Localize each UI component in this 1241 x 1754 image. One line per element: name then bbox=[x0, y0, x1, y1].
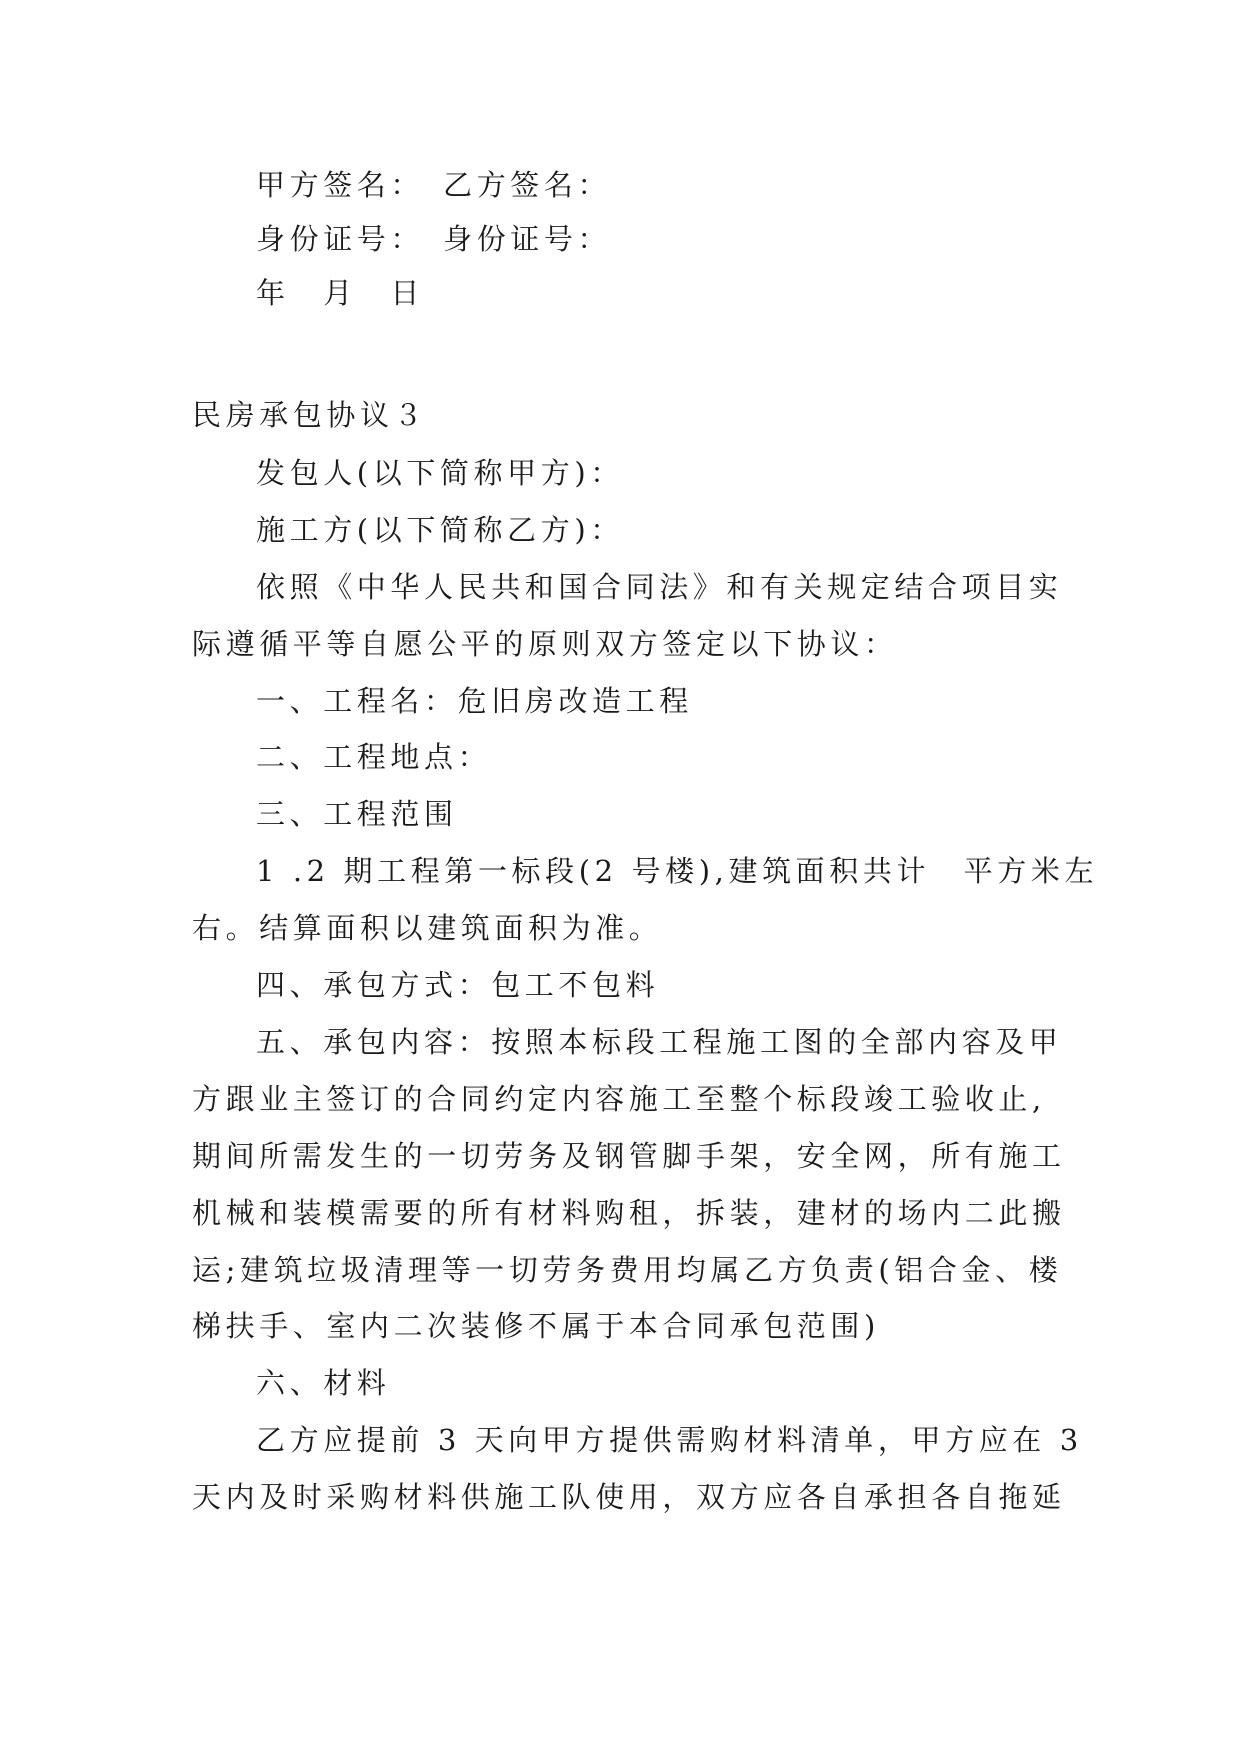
signature-line: 甲方签名： 乙方签名： bbox=[256, 168, 612, 202]
party-b-line: 施工方(以下简称乙方)： bbox=[256, 513, 624, 547]
paragraph-line: 天内及时采购材料供施工队使用，双方应各自承担各自拖延 bbox=[192, 1480, 1066, 1514]
clause-heading: 一、工程名：危旧房改造工程 bbox=[256, 684, 693, 718]
paragraph-line: 机械和装模需要的所有材料购租，拆装，建材的场内二此搬 bbox=[192, 1196, 1066, 1230]
paragraph-line: 期间所需发生的一切劳务及钢管脚手架，安全网，所有施工 bbox=[192, 1139, 1066, 1173]
paragraph-line: 运;建筑垃圾清理等一切劳务费用均属乙方负责(铝合金、楼 bbox=[192, 1253, 1063, 1287]
paragraph-line: 梯扶手、室内二次装修不属于本合同承包范围) bbox=[192, 1309, 880, 1343]
paragraph-line: 乙方应提前 3 天向甲方提供需购材料清单，甲方应在 3 bbox=[256, 1423, 1083, 1457]
paragraph-line: 依照《中华人民共和国合同法》和有关规定结合项目实 bbox=[256, 570, 1063, 604]
clause-heading: 四、承包方式：包工不包料 bbox=[256, 968, 660, 1002]
date-line: 年 月 日 bbox=[256, 276, 425, 310]
clause-heading: 二、工程地点： bbox=[256, 740, 492, 774]
clause-heading: 三、工程范围 bbox=[256, 797, 458, 831]
paragraph-line: 五、承包内容：按照本标段工程施工图的全部内容及甲 bbox=[256, 1025, 1063, 1059]
clause-heading: 六、材料 bbox=[256, 1366, 391, 1400]
id-number-line: 身份证号： 身份证号： bbox=[256, 222, 612, 256]
section-title: 民房承包协议３ bbox=[192, 398, 428, 432]
party-a-line: 发包人(以下简称甲方)： bbox=[256, 456, 624, 490]
paragraph-line: 方跟业主签订的合同约定内容施工至整个标段竣工验收止, bbox=[192, 1082, 1046, 1116]
paragraph-line: 际遵循平等自愿公平的原则双方签定以下协议： bbox=[192, 627, 898, 661]
paragraph-line: 1 .2 期工程第一标段(2 号楼),建筑面积共计 平方米左 bbox=[256, 854, 1099, 888]
paragraph-line: 右。结算面积以建筑面积为准。 bbox=[192, 911, 663, 945]
